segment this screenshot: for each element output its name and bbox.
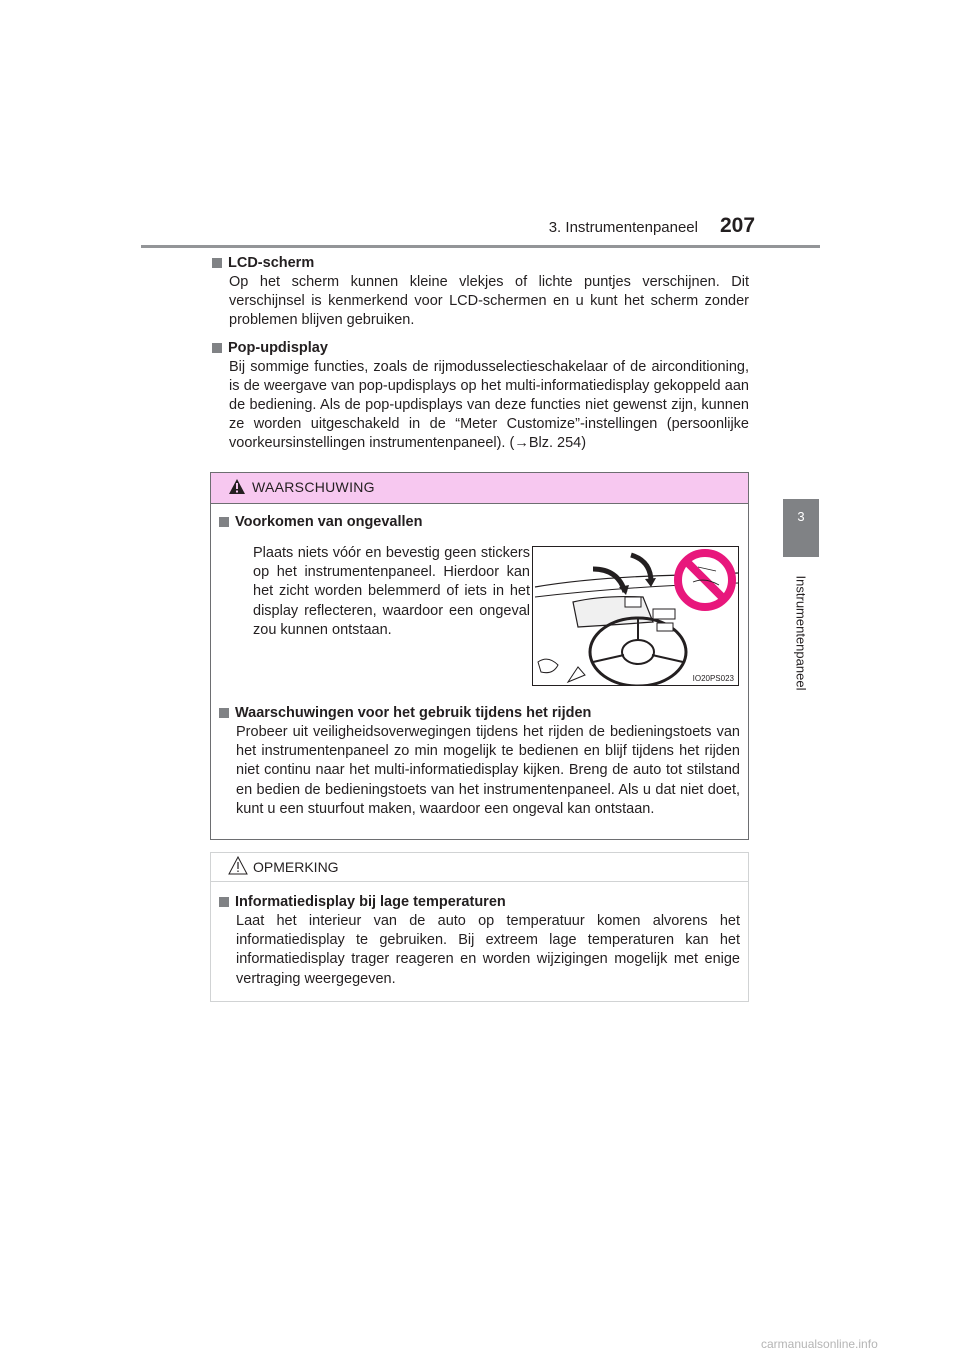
chapter-number: 3 [797,509,805,524]
chapter-tab [783,499,819,557]
warning-box [210,472,749,840]
note-title: OPMERKING [253,859,339,875]
section-heading-lcd: LCD-scherm [212,254,749,273]
note-heading-temperature: Informatiedisplay bij lage temperaturen [219,893,740,912]
bullet-square-icon [212,258,222,268]
warning-body [219,513,740,819]
section-title: 3. Instrumentenpaneel [548,219,698,236]
dashboard-sticker-prohibited-icon [533,547,738,685]
note-body [219,893,740,989]
caution-outline-triangle-icon [228,856,248,875]
warning-header [211,473,748,504]
warning-heading-driving: Waarschuwingen voor het gebruik tijdens het rijden [219,704,740,723]
bullet-square-icon [219,517,229,527]
section-heading-popup: Pop-updisplay [212,339,749,358]
bullet-square-icon [212,343,222,353]
bullet-square-icon [219,708,229,718]
dashboard-illustration [532,546,739,686]
warning-item-with-figure [219,532,740,702]
section-body-popup: Bij sommige functies, zoals de rijmodusselectieschakelaar of de airconditioning, is de weergave van pop-updisplays op het multi-informatiedisplay gekoppeld aan de bediening. Als de pop-updisplays van deze functies niet gewenst zijn, kunnen ze worden uitgeschakeld in de “Meter Customize”-instellingen (persoonlijke voorkeursinstellingen instrumentenpaneel). (→Blz. 254) [229,358,749,452]
warning-heading-accidents: Voorkomen van ongevallen [219,513,740,532]
warning-title: WAARSCHUWING [252,479,375,495]
main-content [212,254,749,454]
note-box [210,852,749,1002]
note-body-temperature: Laat het interieur van de auto op temperatuur komen alvorens het informatiedisplay te gebruiken. Bij extreem lage temperaturen kan het informatiedisplay trager reageren en worden wijzigingen mogelijk met enige vertraging weergegeven. [236,913,740,987]
bullet-square-icon [219,897,229,907]
chapter-label: Instrumentenpaneel [793,575,809,691]
warning-body-driving: Probeer uit veiligheidsoverwegingen tijdens het rijden de bedieningstoets van het instrumentenpaneel zo min mogelijk te bedienen en blijf tijdens het rijden niet continu naar het multi-informatiedisplay kijken. Breng de auto tot stilstand en bedien de bedieningstoets van het instrumentenpaneel. Als u dat niet doet, kunt u een stuurfout maken, waardoor een ongeval kan ontstaan. [236,724,740,817]
page-number: 207 [720,214,756,237]
warning-triangle-icon [228,478,246,495]
note-header [211,853,748,882]
page-header [0,0,960,250]
header-rule [141,245,820,248]
section-body-lcd: Op het scherm kunnen kleine vlekjes of lichte puntjes verschijnen. Dit verschijnsel is kenmerkend voor LCD-schermen en u kunt het scherm zonder problemen blijven gebruiken. [229,274,749,329]
figure-code: IO20PS023 [692,674,734,683]
warning-body-accidents: Plaats niets vóór en bevestig geen stickers op het instrumentenpaneel. Hierdoor kan het zicht worden belemmerd of iets in het display reflecteren, waardoor een ongeval zou kunnen ontstaan. [253,545,530,638]
chapter-label-vertical [781,568,821,698]
watermark: carmanualsonline.info [761,1337,878,1351]
